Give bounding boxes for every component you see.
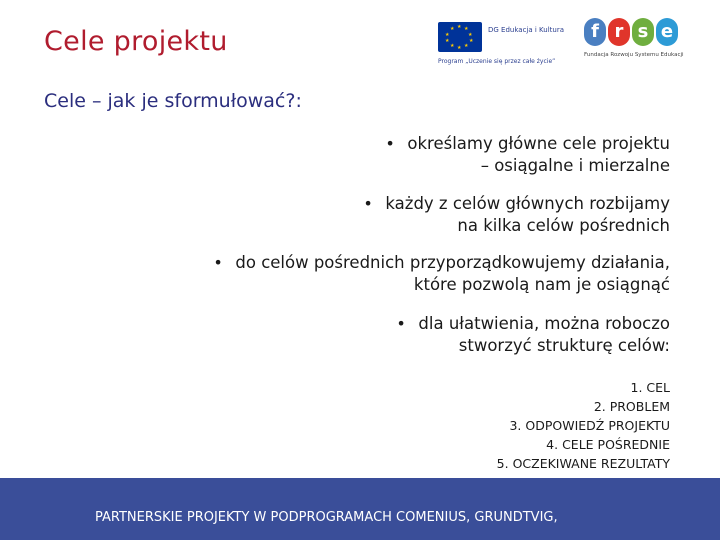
list-item: 5. OCZEKIWANE REZULTATY	[496, 456, 670, 471]
bullet-dot-icon: •	[363, 194, 373, 213]
frse-mark: f r s e	[584, 18, 678, 46]
bullet-item: • określamy główne cele projektu – osiągalne i mierzalne	[385, 134, 670, 175]
footer-bar	[0, 478, 720, 540]
list-item: 3. ODPOWIEDŹ PROJEKTU	[509, 418, 670, 433]
eu-flag-icon: ★ ★ ★ ★ ★ ★ ★ ★ ★ ★	[438, 22, 482, 52]
footer-text: PARTNERSKIE PROJEKTY W PODPROGRAMACH COMENIUS, GRUNDTVIG,	[95, 510, 558, 525]
eu-program-line2: Program „Uczenie się przez całe życie”	[438, 58, 556, 65]
slide-subtitle: Cele – jak je sformułować?:	[44, 90, 302, 112]
bullet-item: • każdy z celów głównych rozbijamy na kilka celów pośrednich	[363, 194, 670, 235]
list-item: 4. CELE POŚREDNIE	[546, 437, 670, 452]
eu-program-line1: DG Edukacja i Kultura	[488, 26, 565, 34]
bullet-item: • do celów pośrednich przyporządkowujemy działania, które pozwolą nam je osiągnąć	[213, 253, 670, 294]
bullet-dot-icon: •	[385, 134, 395, 153]
bullet-item: • dla ułatwienia, można roboczo stworzyć strukturę celów:	[396, 314, 670, 355]
bullet-dot-icon: •	[213, 253, 223, 272]
list-item: 2. PROBLEM	[593, 399, 670, 414]
frse-caption: Fundacja Rozwoju Systemu Edukacji	[584, 52, 684, 58]
slide-title: Cele projektu	[44, 26, 228, 57]
eu-llp-logo	[438, 18, 568, 70]
logo-strip	[438, 16, 698, 72]
bullet-dot-icon: •	[396, 314, 406, 333]
numbered-list	[497, 378, 670, 473]
list-item: 1. CEL	[630, 380, 670, 395]
frse-logo	[584, 16, 694, 70]
